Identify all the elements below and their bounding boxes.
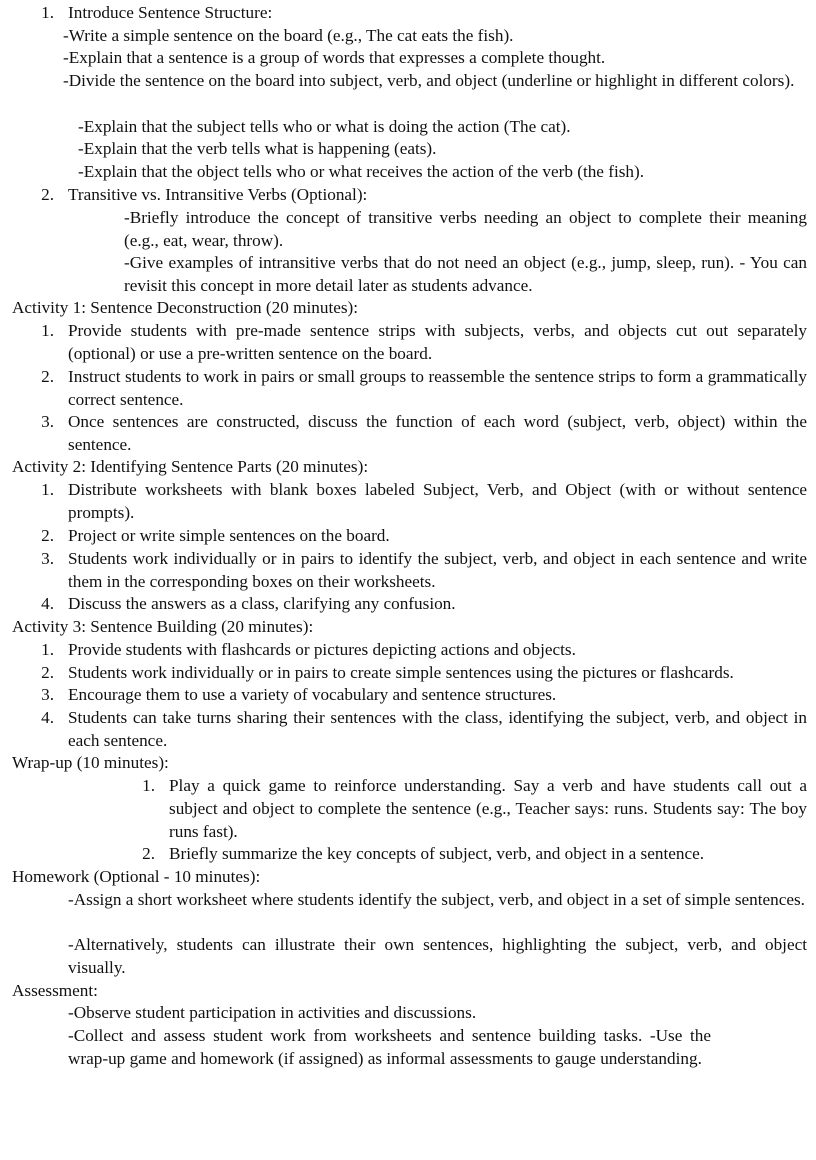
list-item: -Observe student participation in activities and discussions.: [68, 1003, 477, 1022]
list-number: 1.: [41, 640, 54, 659]
list-item: -Assign a short worksheet where students identify the subject, verb, and object in a set of simple sentences.: [68, 890, 805, 909]
list-item: Instruct students to work in pairs or small groups to reassemble the sentence strips to form a grammatically correct sentence.: [68, 367, 807, 409]
list-number: 4.: [41, 594, 54, 613]
list-number: 3.: [41, 412, 54, 431]
list-number: 4.: [41, 708, 54, 727]
list-item: Play a quick game to reinforce understanding. Say a verb and have students call out a subject and object to complete the sentence (e.g., Teacher says: runs. Students say: The boy runs fast).: [169, 776, 807, 841]
section-heading-activity-1: Activity 1: Sentence Deconstruction (20 minutes):: [12, 298, 359, 317]
list-item: Provide students with pre-made sentence strips with subjects, verbs, and objects cut out separately (optional) or use a pre-written sentence on the board.: [68, 321, 807, 363]
list-item: -Collect and assess student work from worksheets and sentence building tasks. -Use the wrap-up game and homework (if assigned) as informal assessments to gauge understanding.: [68, 1026, 711, 1068]
list-item: -Explain that the object tells who or what receives the action of the verb (the fish).: [78, 162, 645, 181]
list-number: 3.: [41, 685, 54, 704]
list-item: Discuss the answers as a class, clarifying any confusion.: [68, 594, 456, 613]
list-item: Students can take turns sharing their sentences with the class, identifying the subject, verb, and object in each sentence.: [68, 708, 807, 750]
section-heading-activity-3: Activity 3: Sentence Building (20 minutes):: [12, 617, 314, 636]
list-number: 2.: [41, 185, 54, 204]
list-item: -Explain that the subject tells who or what is doing the action (The cat).: [78, 117, 571, 136]
list-item: -Give examples of intransitive verbs that do not need an object (e.g., jump, sleep, run). - You can revisit this concept in more detail later as students advance.: [124, 253, 807, 295]
section-heading-activity-2: Activity 2: Identifying Sentence Parts (20 minutes):: [12, 457, 369, 476]
list-item: Students work individually or in pairs to identify the subject, verb, and object in each sentence and write them in the corresponding boxes on their worksheets.: [68, 549, 807, 591]
section-heading-homework: Homework (Optional - 10 minutes):: [12, 867, 261, 886]
list-item: Once sentences are constructed, discuss the function of each word (subject, verb, object) within the sentence.: [68, 412, 807, 454]
list-item: Briefly summarize the key concepts of subject, verb, and object in a sentence.: [169, 844, 705, 863]
list-number: 1.: [41, 480, 54, 499]
list-number: 1.: [41, 3, 54, 22]
section-title-sentence-structure: Introduce Sentence Structure:: [68, 3, 273, 22]
list-number: 1.: [142, 776, 155, 795]
list-item: -Explain that the verb tells what is happening (eats).: [78, 139, 437, 158]
list-item: Project or write simple sentences on the board.: [68, 526, 390, 545]
list-item: Provide students with flashcards or pictures depicting actions and objects.: [68, 640, 576, 659]
list-item: -Write a simple sentence on the board (e.g., The cat eats the fish).: [63, 26, 514, 45]
list-item: -Alternatively, students can illustrate their own sentences, highlighting the subject, verb, and object visually.: [68, 935, 807, 977]
list-item: Students work individually or in pairs to create simple sentences using the pictures or flashcards.: [68, 663, 734, 682]
list-item: -Briefly introduce the concept of transitive verbs needing an object to complete their meaning (e.g., eat, wear, throw).: [124, 208, 807, 250]
list-number: 2.: [41, 367, 54, 386]
list-number: 2.: [41, 526, 54, 545]
list-number: 1.: [41, 321, 54, 340]
list-item: -Divide the sentence on the board into subject, verb, and object (underline or highlight in different colors).: [63, 71, 795, 90]
list-item: Encourage them to use a variety of vocabulary and sentence structures.: [68, 685, 557, 704]
section-heading-assessment: Assessment:: [12, 981, 98, 1000]
section-heading-wrap-up: Wrap-up (10 minutes):: [12, 753, 169, 772]
list-number: 2.: [41, 663, 54, 682]
list-item: -Explain that a sentence is a group of words that expresses a complete thought.: [63, 48, 606, 67]
list-item: Distribute worksheets with blank boxes labeled Subject, Verb, and Object (with or without sentence prompts).: [68, 480, 807, 522]
list-number: 3.: [41, 549, 54, 568]
section-title-transitive-verbs: Transitive vs. Intransitive Verbs (Optional):: [68, 185, 368, 204]
list-number: 2.: [142, 844, 155, 863]
